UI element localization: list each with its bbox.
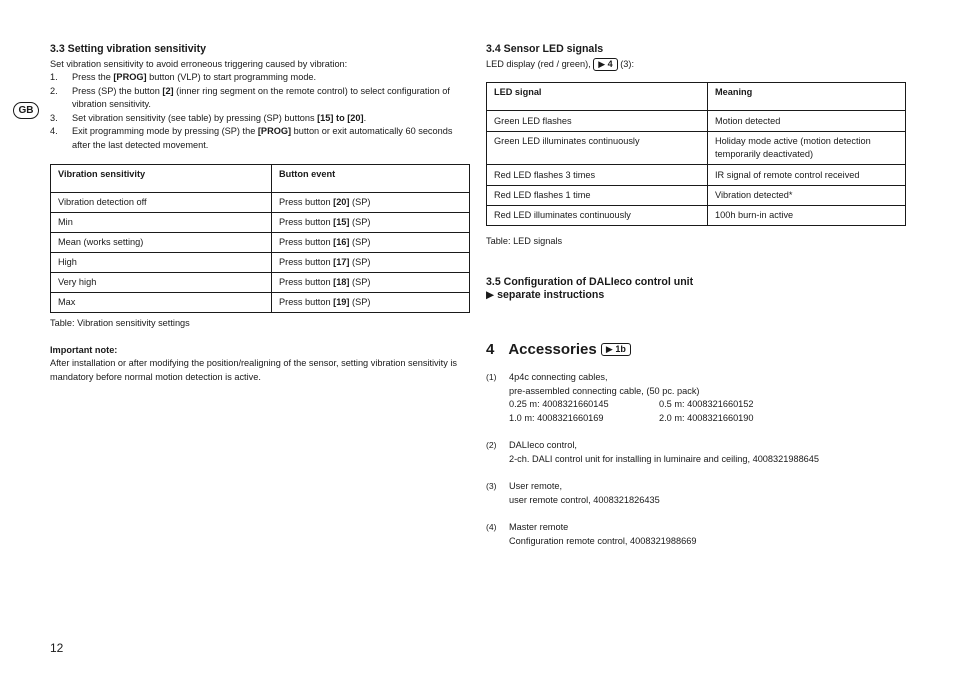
table-row (51, 273, 470, 293)
step-text: Exit programming mode by pressing (SP) the (72, 126, 258, 137)
step-text: . (363, 112, 367, 123)
cell-text: Press button (279, 197, 334, 207)
accessory-variant: 2.0 m: 4008321660190 (659, 412, 754, 423)
language-badge: GB (13, 102, 39, 119)
led-display-text: LED display (red / green), (486, 59, 594, 69)
step-item (50, 125, 462, 152)
table-row (51, 193, 470, 213)
page-number: 12 (50, 641, 64, 655)
table-header-row (51, 165, 470, 193)
cell-text: Press button (279, 237, 334, 247)
led-signals-table (486, 82, 906, 226)
table-row (487, 206, 906, 226)
step-number: 1. (50, 72, 58, 82)
column-header: Vibration sensitivity (51, 165, 272, 193)
table-row (51, 253, 470, 273)
accessory-line: Configuration remote control, 4008321988669 (509, 535, 697, 546)
table-cell: Vibration detection off (51, 193, 272, 213)
accessory-line: User remote, (509, 481, 563, 491)
step-item (50, 112, 462, 126)
accessory-item (486, 480, 906, 507)
led-display-text: (3): (617, 59, 635, 69)
column-header: Button event (272, 165, 470, 193)
accessory-variant: 0.5 m: 4008321660152 (659, 399, 754, 410)
table-cell: Mean (works setting) (51, 233, 272, 253)
important-note-title: Important note: (50, 345, 118, 355)
steps-list (50, 71, 462, 153)
accessory-line: Master remote (509, 522, 569, 532)
section-4-title: Accessories (508, 341, 597, 358)
cell-text: (SP) (349, 237, 371, 247)
accessory-line: DALIeco control, (509, 440, 577, 450)
section-3-5-subtitle: ▶ separate instructions (486, 289, 605, 301)
accessory-line: pre-assembled connecting cable, (50 pc. pack) (509, 385, 700, 396)
cell-text: (SP) (349, 277, 371, 287)
table-cell: Min (51, 213, 272, 233)
accessory-grid-row (509, 412, 906, 426)
table-row (487, 186, 906, 206)
step-key: [2] (162, 85, 174, 96)
accessory-item (486, 371, 906, 425)
cell-key: [20] (333, 197, 350, 207)
table-cell: Holiday mode active (motion detection temporarily deactivated) (708, 132, 906, 165)
table-header-row (487, 83, 906, 111)
cell-text: Press button (279, 297, 334, 307)
table-cell: Vibration detected* (708, 186, 906, 206)
table-row (51, 233, 470, 253)
table-cell (272, 253, 470, 273)
accessory-number: (2) (486, 440, 497, 450)
step-key: [PROG] (257, 126, 292, 137)
table-row (51, 293, 470, 313)
accessory-variant: 0.25 m: 4008321660145 (509, 399, 609, 410)
cell-text: (SP) (349, 197, 371, 207)
vibration-sensitivity-table (50, 164, 470, 313)
cell-text: (SP) (349, 257, 371, 267)
table-cell (272, 213, 470, 233)
table-cell: Green LED flashes (487, 111, 708, 132)
cell-key: [16] (333, 237, 350, 247)
accessory-number: (1) (486, 372, 497, 382)
accessory-line: 4p4c connecting cables, (509, 372, 608, 382)
table-cell: High (51, 253, 272, 273)
step-text: Press the (72, 72, 114, 82)
section-4-heading (486, 341, 631, 359)
table-cell: Max (51, 293, 272, 313)
step-key: [PROG] (113, 72, 147, 82)
important-note-text: After installation or after modifying the position/realigning of the sensor, setting vibration sensitivity is mandatory before normal motion detection is active. (50, 358, 458, 382)
step-key: [15] to [20] (317, 112, 364, 123)
table-cell: Very high (51, 273, 272, 293)
table-cell (272, 193, 470, 213)
table-cell: Red LED flashes 1 time (487, 186, 708, 206)
cell-text: Press button (279, 217, 334, 227)
step-number: 2. (50, 85, 58, 96)
cell-text: (SP) (349, 217, 371, 227)
table-cell: 100h burn-in active (708, 206, 906, 226)
table-row (487, 132, 906, 165)
table-row (487, 165, 906, 186)
cell-key: [18] (333, 277, 350, 287)
accessory-item (486, 521, 906, 548)
cell-text: Press button (279, 277, 334, 287)
cell-text: Press button (279, 257, 334, 267)
led-table-caption: Table: LED signals (486, 236, 563, 246)
table-cell: Motion detected (708, 111, 906, 132)
table-cell: IR signal of remote control received (708, 165, 906, 186)
section-3-5-title: 3.5 Configuration of DALIeco control unit (486, 276, 694, 288)
section-4-number: 4 (486, 341, 495, 358)
figure-reference-tag: ▶ 1b (601, 343, 631, 356)
table-cell (272, 233, 470, 253)
cell-key: [17] (333, 257, 350, 267)
table-cell (272, 293, 470, 313)
figure-reference-tag: ▶ 4 (593, 58, 617, 71)
accessory-variant: 1.0 m: 4008321660169 (509, 412, 604, 423)
table-cell: Red LED flashes 3 times (487, 165, 708, 186)
section-3-3-intro: Set vibration sensitivity to avoid erroneous triggering caused by vibration: (50, 59, 348, 69)
step-text: button or exit automatically 60 seconds after the last detected movement. (72, 126, 453, 150)
step-number: 4. (50, 126, 58, 137)
led-display-line (486, 58, 634, 72)
accessory-line: user remote control, 4008321826435 (509, 494, 660, 505)
step-text: (inner ring segment on the remote control) to select configuration of vibration sensitivity. (72, 85, 450, 110)
step-text: button (VLP) to start programming mode. (146, 72, 317, 82)
accessory-number: (3) (486, 481, 497, 491)
step-text: Press (SP) the button (72, 85, 163, 96)
table-cell: Red LED illuminates continuously (487, 206, 708, 226)
vibration-table-caption: Table: Vibration sensitivity settings (50, 318, 190, 328)
column-header: Meaning (708, 83, 906, 111)
accessory-line: 2-ch. DALI control unit for installing in luminaire and ceiling, 4008321988645 (509, 453, 820, 464)
step-item (50, 85, 462, 112)
accessory-item (486, 439, 906, 466)
table-row (51, 213, 470, 233)
section-3-4-title: 3.4 Sensor LED signals (486, 43, 604, 55)
table-row (487, 111, 906, 132)
accessory-grid-row (509, 398, 906, 412)
cell-text: (SP) (349, 297, 371, 307)
step-number: 3. (50, 112, 58, 123)
cell-key: [15] (333, 217, 350, 227)
section-3-3-title: 3.3 Setting vibration sensitivity (50, 43, 207, 55)
cell-key: [19] (333, 297, 350, 307)
table-cell (272, 273, 470, 293)
step-text: Set vibration sensitivity (see table) by pressing (SP) buttons (72, 112, 318, 123)
table-cell: Green LED illuminates continuously (487, 132, 708, 165)
accessory-number: (4) (486, 522, 497, 532)
column-header: LED signal (487, 83, 708, 111)
step-item (50, 71, 462, 85)
